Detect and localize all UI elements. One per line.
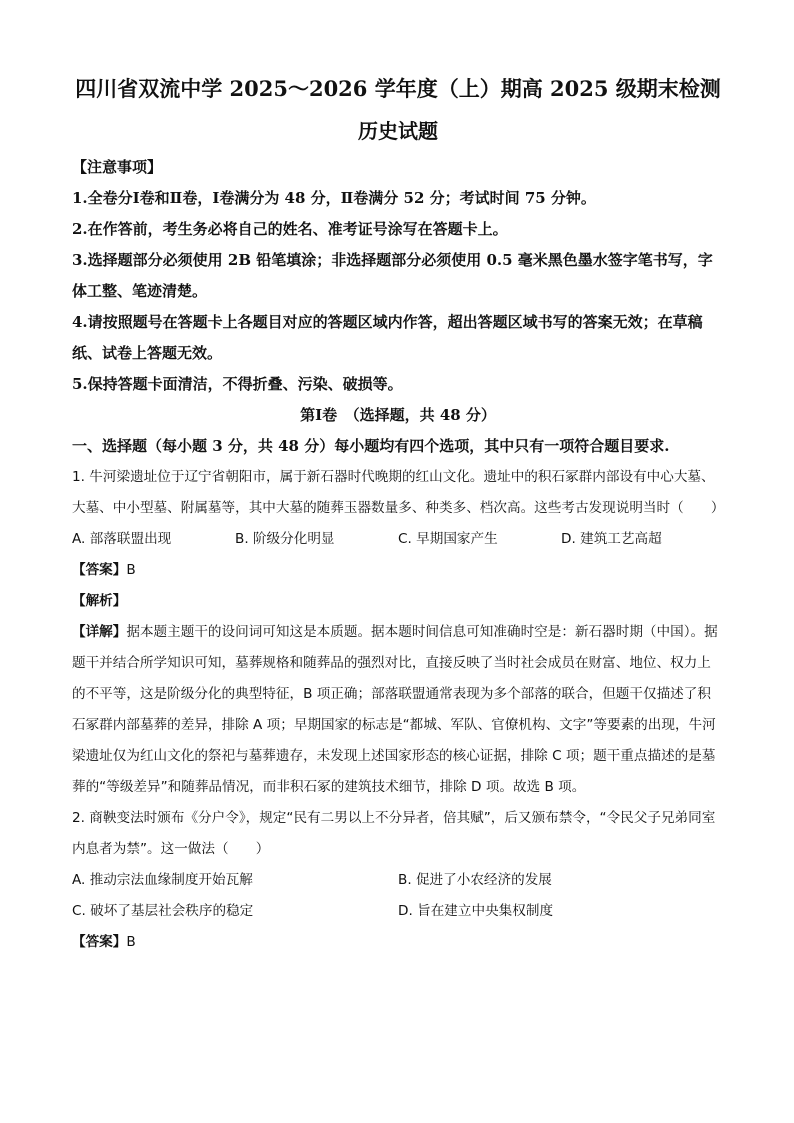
answer-line xyxy=(72,555,724,586)
question-1 xyxy=(72,462,724,803)
section-heading: 第Ⅰ卷 （选择题，共 48 分） xyxy=(300,406,496,424)
page-title: 四川省双流中学 2025～2026 学年度（上）期高 2025 级期末检测 xyxy=(75,76,721,101)
option-d: D. 旨在建立中央集权制度 xyxy=(398,903,554,919)
answer-tag: 【答案】 xyxy=(72,934,127,950)
option-c: C. 破坏了基层社会秩序的稳定 xyxy=(72,903,254,919)
option-b: B. 阶级分化明显 xyxy=(235,531,335,547)
option-list xyxy=(72,896,724,927)
answer-value: B xyxy=(126,934,136,950)
detail-tag: 【详解】 xyxy=(72,624,127,640)
option-d: D. 建筑工艺高超 xyxy=(561,531,662,547)
exam-page xyxy=(72,60,724,958)
notice-item: 3.选择题部分必须使用 2B 铅笔填涂；非选择题部分必须使用 0.5 毫米黑色墨水签字笔书写，字体工整、笔迹清楚。 xyxy=(72,251,713,300)
page-subtitle: 历史试题 xyxy=(358,119,438,143)
analysis-tag: 【解析】 xyxy=(72,593,127,609)
question-stem: 1. 牛河梁遗址位于辽宁省朝阳市，属于新石器时代晚期的红山文化。遗址中的积石冢群内部设有中心大墓、大墓、中小型墓、附属墓等，其中大墓的随葬玉器数量多、种类多、档次高。这些考古发现说明当时（ ） xyxy=(72,469,725,516)
option-a: A. 部落联盟出现 xyxy=(72,531,172,547)
option-c: C. 早期国家产生 xyxy=(398,531,498,547)
question-2 xyxy=(72,803,724,958)
option-list xyxy=(72,524,724,555)
detail-text xyxy=(72,617,724,803)
answer-line xyxy=(72,927,724,958)
detail-body: 据本题主题干的设问词可知这是本质题。据本题时间信息可知准确时空是：新石器时期（中国）。据题干并结合所学知识可知，墓葬规格和随葬品的强烈对比，直接反映了当时社会成员在财富、地位、权力上的不平等，这是阶级分化的典型特征，B 项正确；部落联盟通常表现为多个部落的联合，但题干仅描述了积石冢群内部墓葬的差异，排除 A 项；早期国家的标志是“都城、军队、官僚机构、文字”等要素的出现，牛河梁遗址仅为红山文化的祭祀与墓葬遗存，未发现上述国家形态的核心证据，排除 C 项；题干重点描述的是墓葬的“等级差异”和随葬品情况，而非积石冢的建筑技术细节，排除 D 项。故选 B 项。 xyxy=(72,624,718,795)
option-list xyxy=(72,865,724,896)
answer-value: B xyxy=(126,562,136,578)
notice-item: 1.全卷分Ⅰ卷和Ⅱ卷，Ⅰ卷满分为 48 分，Ⅱ卷满分 52 分；考试时间 75 分钟。 xyxy=(72,189,596,207)
answer-tag: 【答案】 xyxy=(72,562,127,578)
part-heading: 一、选择题（每小题 3 分，共 48 分）每小题均有四个选项，其中只有一项符合题目要求. xyxy=(72,437,670,455)
notice-block xyxy=(72,152,724,400)
option-b: B. 促进了小农经济的发展 xyxy=(398,872,552,888)
question-stem: 2. 商鞅变法时颁布《分户令》，规定“民有二男以上不分异者，倍其赋”，后又颁布禁令，“令民父子兄弟同室内息者为禁”。这一做法（ ） xyxy=(72,810,716,857)
notice-item: 5.保持答题卡面清洁，不得折叠、污染、破损等。 xyxy=(72,375,403,393)
notice-item: 2.在作答前，考生务必将自己的姓名、准考证号涂写在答题卡上。 xyxy=(72,220,508,238)
option-a: A. 推动宗法血缘制度开始瓦解 xyxy=(72,872,253,888)
notice-heading: 【注意事项】 xyxy=(72,158,163,176)
notice-item: 4.请按照题号在答题卡上各题目对应的答题区域内作答，超出答题区域书写的答案无效；在草稿纸、试卷上答题无效。 xyxy=(72,313,703,362)
analysis-line xyxy=(72,586,724,617)
